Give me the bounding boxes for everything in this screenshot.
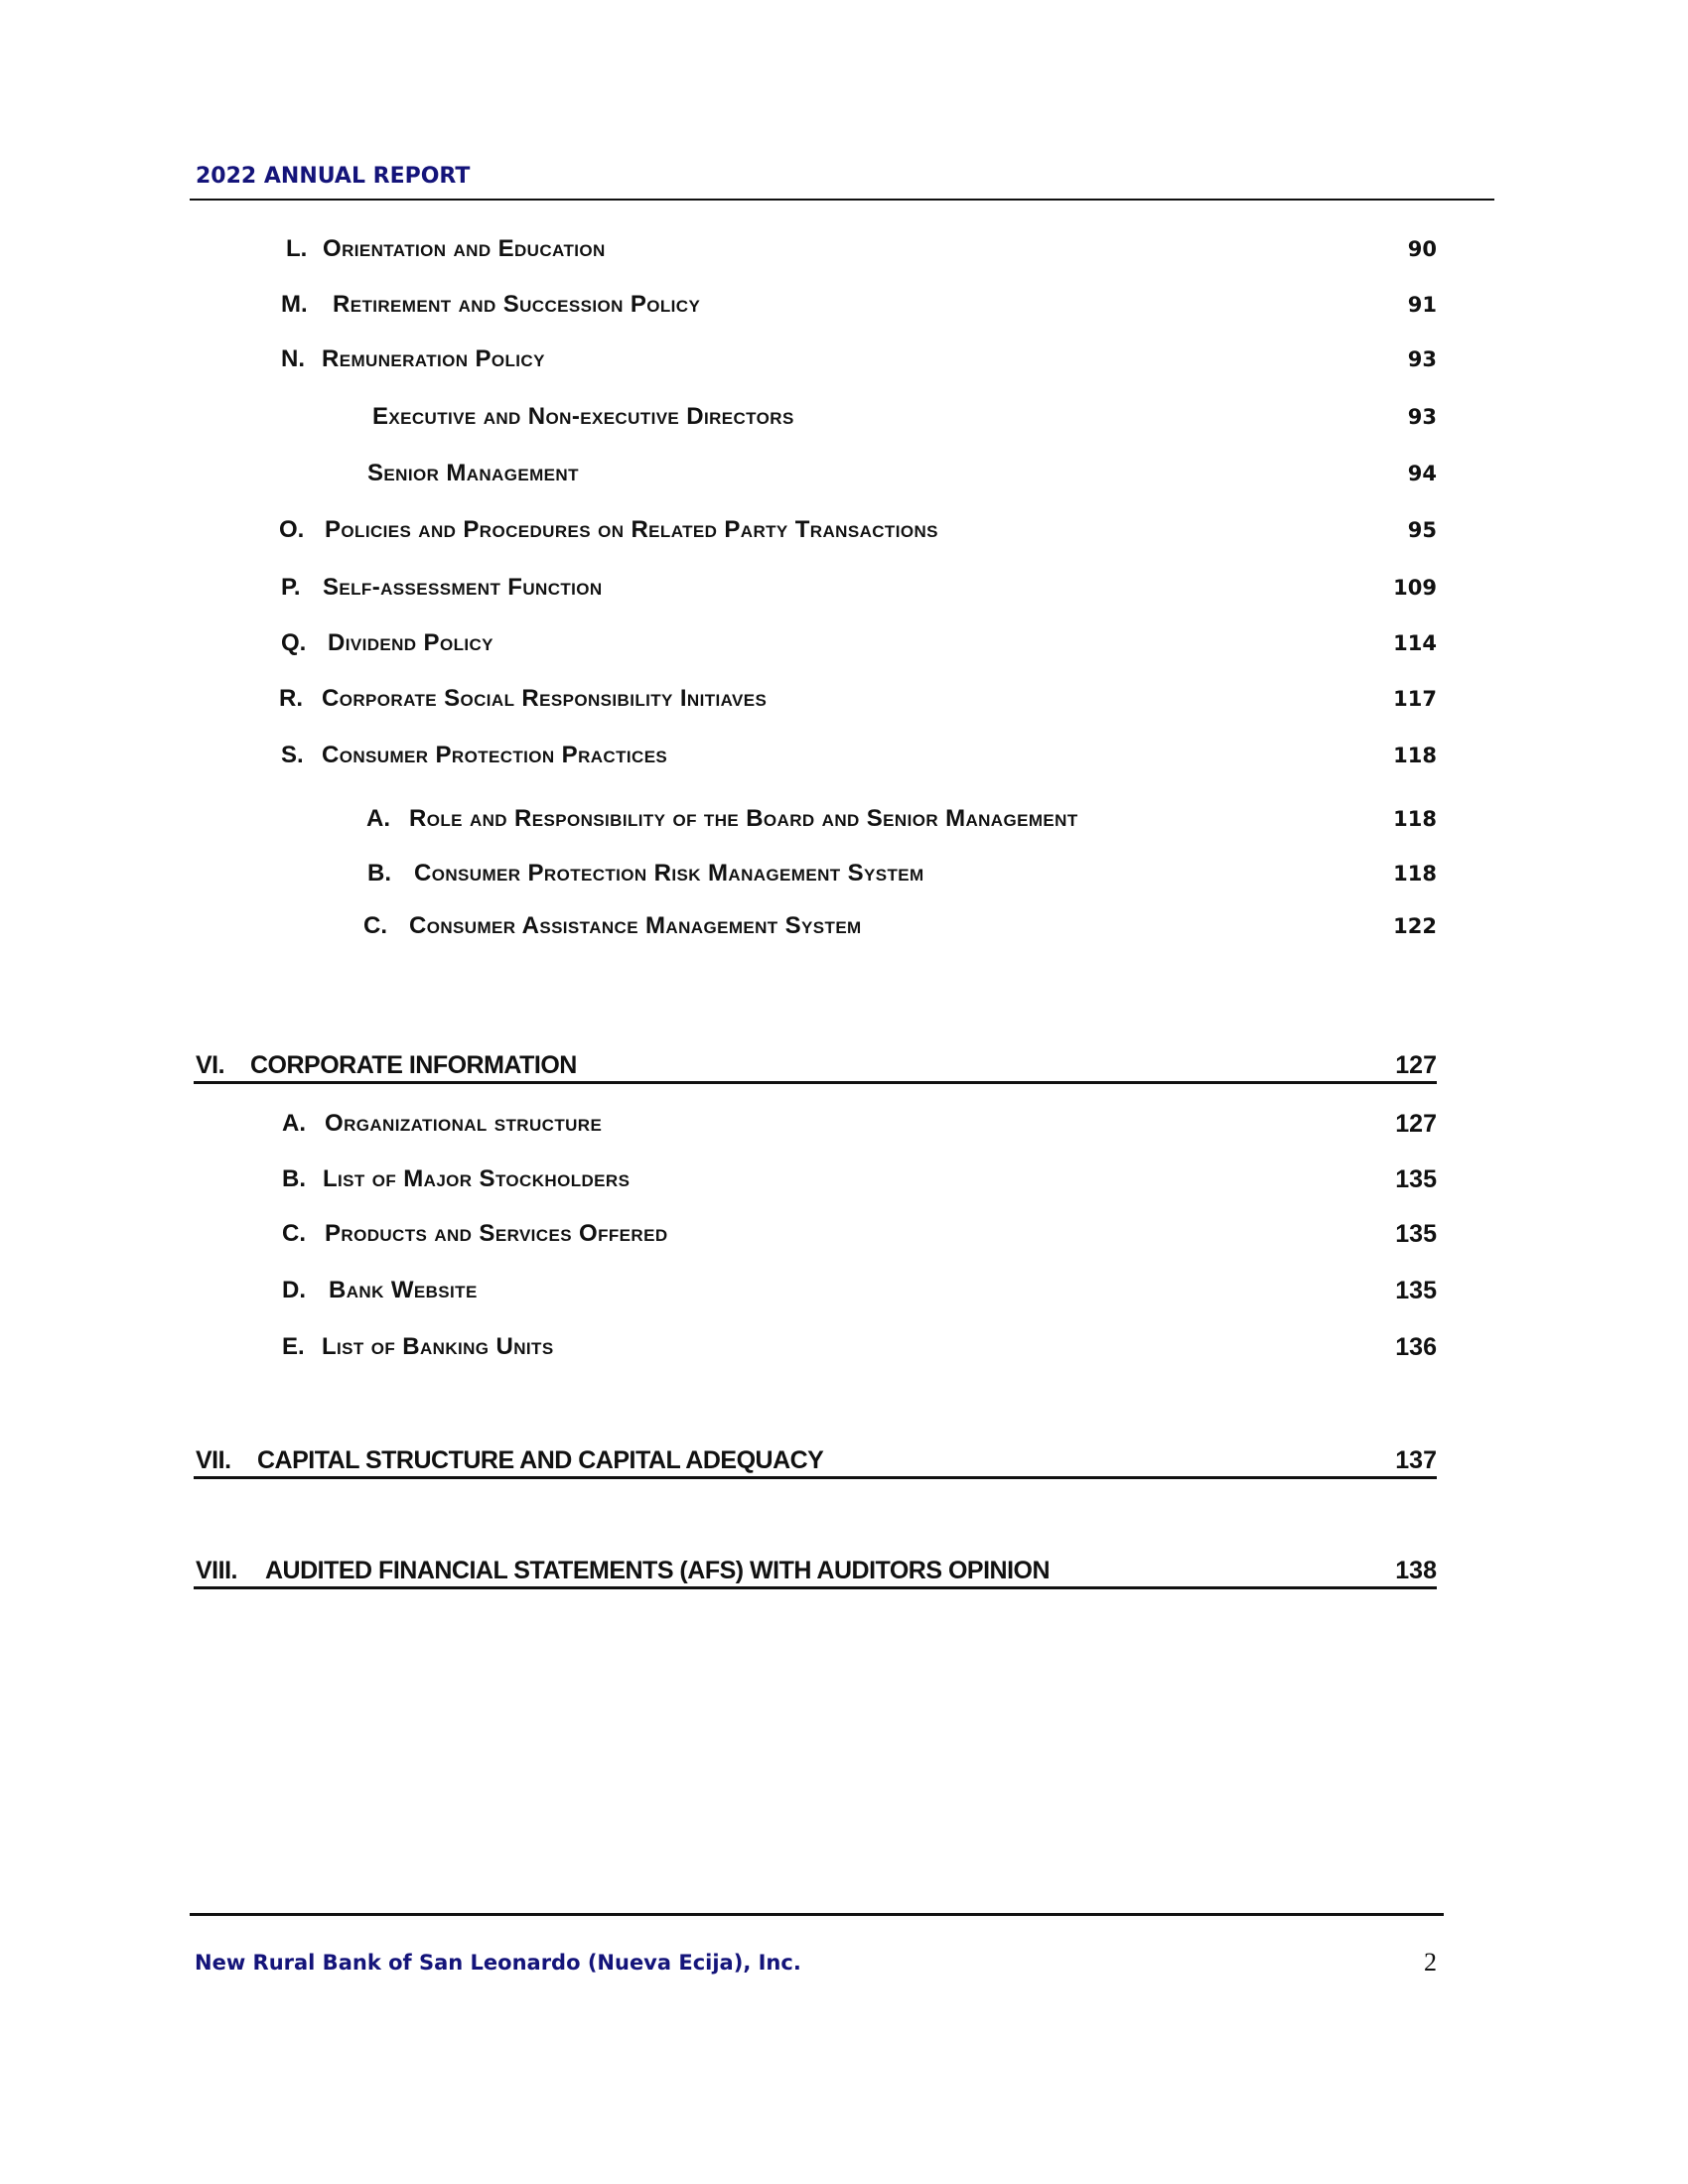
entry-title: Products and Services Offered xyxy=(325,1220,668,1247)
entry-letter: O. xyxy=(279,516,305,543)
entry-letter: A. xyxy=(366,805,390,832)
entry-title: List of Major Stockholders xyxy=(323,1165,631,1192)
entry-letter: A. xyxy=(282,1110,306,1137)
entry-page: 109 xyxy=(1393,576,1437,600)
section-number: VI. xyxy=(196,1051,225,1079)
entry-title: Bank Website xyxy=(329,1277,478,1303)
header-divider xyxy=(190,199,1494,201)
toc-section-audited-financial-statements[interactable] xyxy=(194,1553,1437,1589)
report-title: 2022 ANNUAL REPORT xyxy=(196,164,471,189)
footer-divider xyxy=(190,1913,1444,1916)
entry-page: 114 xyxy=(1393,631,1437,655)
toc-section-corporate-information[interactable] xyxy=(194,1047,1437,1084)
entry-letter: C. xyxy=(282,1220,306,1247)
section-page: 127 xyxy=(1395,1051,1437,1079)
entry-title: Dividend Policy xyxy=(328,629,493,656)
entry-letter: Q. xyxy=(281,629,307,656)
entry-title: List of Banking Units xyxy=(322,1333,554,1360)
section-number: VII. xyxy=(196,1446,231,1474)
toc-entry-organizational-structure[interactable] xyxy=(0,1108,1688,1140)
toc-section-capital-structure[interactable] xyxy=(194,1442,1437,1479)
toc-entry-orientation[interactable] xyxy=(0,233,1688,265)
toc-subentry-assistance-management[interactable] xyxy=(0,910,1688,942)
entry-title: Remuneration Policy xyxy=(322,345,545,372)
entry-page: 94 xyxy=(1407,462,1437,485)
toc-entry-senior-management[interactable] xyxy=(0,458,1688,489)
entry-page: 118 xyxy=(1393,862,1437,886)
section-page: 137 xyxy=(1395,1446,1437,1474)
entry-letter: R. xyxy=(279,685,303,712)
entry-title: Organizational structure xyxy=(325,1110,603,1137)
entry-page: 93 xyxy=(1407,405,1437,429)
entry-letter: D. xyxy=(282,1277,306,1303)
entry-page: 118 xyxy=(1393,744,1437,767)
toc-entry-bank-website[interactable] xyxy=(0,1275,1688,1306)
toc-entry-consumer-protection[interactable] xyxy=(0,740,1688,771)
section-title: CAPITAL STRUCTURE AND CAPITAL ADEQUACY xyxy=(257,1446,824,1474)
entry-title: Consumer Protection Risk Management System xyxy=(414,860,924,887)
section-title: AUDITED FINANCIAL STATEMENTS (AFS) WITH AUDITORS OPINION xyxy=(265,1557,1051,1584)
entry-title: Self-assessment Function xyxy=(323,574,603,601)
entry-page: 122 xyxy=(1393,914,1437,938)
entry-letter: B. xyxy=(282,1165,306,1192)
entry-page: 91 xyxy=(1407,293,1437,317)
entry-page: 135 xyxy=(1395,1277,1437,1304)
entry-page: 127 xyxy=(1395,1110,1437,1138)
toc-entry-major-stockholders[interactable] xyxy=(0,1163,1688,1195)
section-page: 138 xyxy=(1395,1557,1437,1584)
toc-entry-self-assessment[interactable] xyxy=(0,572,1688,604)
entry-title: Policies and Procedures on Related Party Transactions xyxy=(325,516,938,543)
entry-page: 117 xyxy=(1393,687,1437,711)
entry-page: 90 xyxy=(1407,237,1437,261)
toc-entry-retirement[interactable] xyxy=(0,289,1688,321)
toc-entry-dividend[interactable] xyxy=(0,627,1688,659)
toc-entry-banking-units[interactable] xyxy=(0,1331,1688,1363)
toc-entry-related-party[interactable] xyxy=(0,514,1688,546)
entry-title: Senior Management xyxy=(367,460,579,486)
entry-page: 118 xyxy=(1393,807,1437,831)
entry-letter: M. xyxy=(281,291,308,318)
entry-page: 93 xyxy=(1407,347,1437,371)
entry-page: 135 xyxy=(1395,1165,1437,1193)
entry-page: 95 xyxy=(1407,518,1437,542)
entry-title: Executive and Non-executive Directors xyxy=(372,403,794,430)
toc-entry-csr[interactable] xyxy=(0,683,1688,715)
entry-title: Orientation and Education xyxy=(323,235,606,262)
footer-bank-name: New Rural Bank of San Leonardo (Nueva Ecija), Inc. xyxy=(195,1951,801,1975)
entry-page: 135 xyxy=(1395,1220,1437,1248)
entry-letter: S. xyxy=(281,742,304,768)
entry-letter: L. xyxy=(286,235,308,262)
toc-entry-executive-directors[interactable] xyxy=(0,401,1688,433)
entry-letter: B. xyxy=(367,860,391,887)
entry-title: Corporate Social Responsibility Initiaves xyxy=(322,685,768,712)
entry-title: Retirement and Succession Policy xyxy=(333,291,701,318)
entry-letter: P. xyxy=(281,574,301,601)
section-title: CORPORATE INFORMATION xyxy=(250,1051,577,1079)
entry-title: Consumer Protection Practices xyxy=(322,742,668,768)
entry-letter: C. xyxy=(363,912,387,939)
section-number: VIII. xyxy=(196,1557,237,1584)
entry-letter: N. xyxy=(281,345,305,372)
entry-title: Consumer Assistance Management System xyxy=(409,912,862,939)
toc-subentry-risk-management[interactable] xyxy=(0,858,1688,889)
entry-letter: E. xyxy=(282,1333,305,1360)
footer-page-number: 2 xyxy=(1424,1948,1437,1977)
toc-entry-remuneration[interactable] xyxy=(0,343,1688,375)
entry-title: Role and Responsibility of the Board and Senior Management xyxy=(409,805,1078,832)
entry-page: 136 xyxy=(1395,1333,1437,1361)
toc-entry-products-services[interactable] xyxy=(0,1218,1688,1250)
toc-subentry-role-board[interactable] xyxy=(0,803,1688,835)
